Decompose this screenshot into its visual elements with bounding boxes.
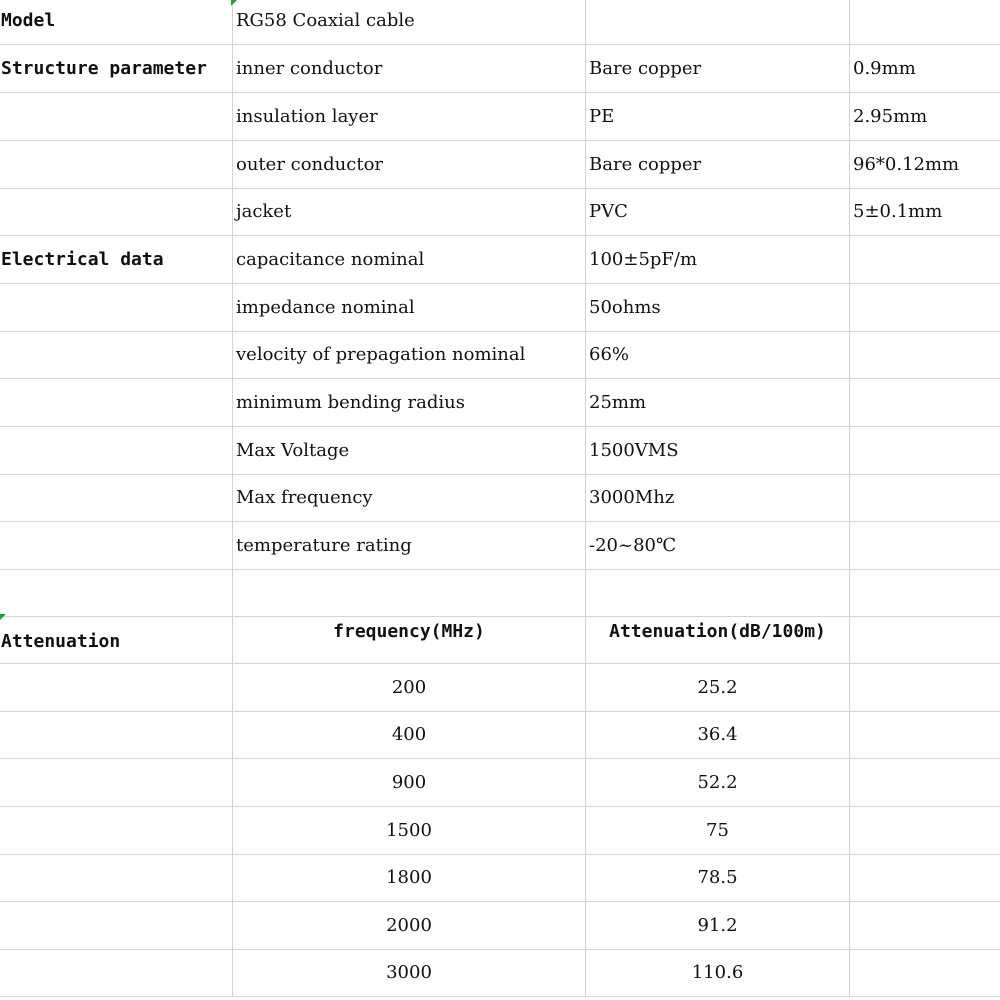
cell-param-value[interactable]	[586, 236, 850, 284]
model-value: RG58 Coaxial cable	[236, 10, 415, 31]
cell-param-name[interactable]	[233, 141, 586, 189]
cell-frequency[interactable]	[233, 854, 586, 902]
cell-empty[interactable]	[233, 569, 586, 617]
frequency-value: 3000	[386, 962, 432, 983]
param-name: insulation layer	[236, 106, 378, 127]
cell-param-value[interactable]	[586, 379, 850, 427]
table-row-model	[0, 0, 1000, 45]
cell-empty[interactable]	[850, 949, 1000, 997]
cell-empty[interactable]	[586, 569, 850, 617]
attenuation-value: 78.5	[697, 867, 738, 888]
attenuation-header-label: Attenuation(dB/100m)	[609, 621, 826, 642]
cell-param-value[interactable]	[586, 284, 850, 332]
cell-frequency[interactable]	[233, 902, 586, 950]
cell-empty[interactable]	[850, 331, 1000, 379]
cell-empty[interactable]	[850, 664, 1000, 712]
cell-empty[interactable]	[850, 379, 1000, 427]
cell-frequency[interactable]	[233, 759, 586, 807]
cell-empty[interactable]	[0, 949, 233, 997]
cell-empty[interactable]	[0, 474, 233, 522]
param-name: outer conductor	[236, 154, 384, 175]
cell-empty[interactable]	[0, 854, 233, 902]
cell-param-name[interactable]	[233, 331, 586, 379]
frequency-value: 200	[391, 677, 427, 698]
cell-empty[interactable]	[850, 854, 1000, 902]
table-row-attenuation	[0, 664, 1000, 712]
cell-attenuation[interactable]	[586, 949, 850, 997]
cell-empty[interactable]	[0, 711, 233, 759]
param-material: PE	[589, 106, 615, 127]
electrical-section-label: Electrical data	[1, 249, 164, 270]
param-name: Max frequency	[236, 487, 373, 508]
cell-empty[interactable]	[0, 759, 233, 807]
param-size: 5±0.1mm	[853, 201, 943, 222]
frequency-value: 900	[391, 772, 427, 793]
cell-empty[interactable]	[850, 569, 1000, 617]
cell-empty[interactable]	[0, 807, 233, 855]
param-size: 96*0.12mm	[853, 154, 960, 175]
param-value: 50ohms	[589, 297, 661, 318]
cell-empty[interactable]	[0, 427, 233, 475]
cell-param-value[interactable]	[586, 522, 850, 570]
param-name: temperature rating	[236, 535, 412, 556]
cell-frequency[interactable]	[233, 664, 586, 712]
table-row-attenuation	[0, 711, 1000, 759]
cell-param-name[interactable]	[233, 45, 586, 93]
param-name: capacitance nominal	[236, 249, 425, 270]
cell-param-material[interactable]	[586, 188, 850, 236]
param-name: impedance nominal	[236, 297, 415, 318]
cell-empty[interactable]	[850, 522, 1000, 570]
cell-model-value[interactable]	[233, 0, 586, 45]
attenuation-value: 36.4	[697, 724, 738, 745]
table-row-electrical-6	[0, 474, 1000, 522]
cell-frequency[interactable]	[233, 711, 586, 759]
cell-empty[interactable]	[0, 902, 233, 950]
attenuation-value: 25.2	[697, 677, 738, 698]
param-value: 3000Mhz	[589, 487, 675, 508]
model-label: Model	[1, 10, 56, 31]
frequency-value: 1500	[386, 820, 432, 841]
table-row-structure-2	[0, 93, 1000, 141]
cell-param-material[interactable]	[586, 93, 850, 141]
table-row-electrical-4	[0, 379, 1000, 427]
table-row-attenuation	[0, 949, 1000, 997]
structure-section-label: Structure parameter	[1, 58, 207, 79]
cell-frequency[interactable]	[233, 807, 586, 855]
cell-empty[interactable]	[0, 93, 233, 141]
cell-empty[interactable]	[0, 569, 233, 617]
param-name: jacket	[236, 201, 292, 222]
cell-attenuation[interactable]	[586, 664, 850, 712]
comment-marker-icon[interactable]	[231, 0, 237, 6]
column-header-attenuation[interactable]	[586, 616, 850, 664]
cell-empty[interactable]	[0, 522, 233, 570]
cell-empty[interactable]	[0, 141, 233, 189]
cell-section-label[interactable]	[0, 616, 233, 664]
cell-empty[interactable]	[0, 379, 233, 427]
param-value: -20~80℃	[589, 535, 677, 556]
param-size: 2.95mm	[853, 106, 928, 127]
cell-empty[interactable]	[0, 188, 233, 236]
param-material: PVC	[589, 201, 628, 222]
cell-frequency[interactable]	[233, 949, 586, 997]
table-row-electrical-5	[0, 427, 1000, 475]
cell-param-name[interactable]	[233, 188, 586, 236]
cell-param-size[interactable]	[850, 93, 1000, 141]
cell-attenuation[interactable]	[586, 759, 850, 807]
param-name: minimum bending radius	[236, 392, 465, 413]
cell-attenuation[interactable]	[586, 711, 850, 759]
cell-param-name[interactable]	[233, 379, 586, 427]
cell-attenuation[interactable]	[586, 807, 850, 855]
attenuation-section-label: Attenuation	[1, 631, 121, 652]
cell-param-name[interactable]	[233, 284, 586, 332]
attenuation-value: 91.2	[697, 915, 738, 936]
cell-empty[interactable]	[850, 759, 1000, 807]
cell-empty[interactable]	[586, 0, 850, 45]
attenuation-value: 52.2	[697, 772, 738, 793]
table-row-attenuation-header	[0, 616, 1000, 664]
cell-param-name[interactable]	[233, 236, 586, 284]
table-row-electrical-1	[0, 236, 1000, 284]
cell-empty[interactable]	[850, 474, 1000, 522]
cell-empty[interactable]	[850, 807, 1000, 855]
cell-param-size[interactable]	[850, 141, 1000, 189]
frequency-value: 400	[391, 724, 427, 745]
cell-empty[interactable]	[850, 236, 1000, 284]
frequency-value: 1800	[386, 867, 432, 888]
cell-empty[interactable]	[850, 284, 1000, 332]
cell-model-label[interactable]	[0, 0, 233, 45]
cell-param-size[interactable]	[850, 45, 1000, 93]
cell-param-size[interactable]	[850, 188, 1000, 236]
param-material: Bare copper	[589, 154, 702, 175]
table-row-structure-1	[0, 45, 1000, 93]
param-value: 66%	[589, 344, 630, 365]
cell-empty[interactable]	[850, 616, 1000, 664]
cell-param-name[interactable]	[233, 522, 586, 570]
table-row-electrical-7	[0, 522, 1000, 570]
cell-empty[interactable]	[0, 664, 233, 712]
attenuation-value: 75	[706, 820, 729, 841]
attenuation-value: 110.6	[691, 962, 744, 983]
cell-param-material[interactable]	[586, 141, 850, 189]
table-row-structure-4	[0, 188, 1000, 236]
cell-empty[interactable]	[850, 711, 1000, 759]
param-name: inner conductor	[236, 58, 383, 79]
param-value: 100±5pF/m	[589, 249, 698, 270]
cell-empty[interactable]	[0, 331, 233, 379]
cell-param-value[interactable]	[586, 331, 850, 379]
cell-empty[interactable]	[850, 902, 1000, 950]
cell-param-name[interactable]	[233, 93, 586, 141]
table-row-attenuation	[0, 759, 1000, 807]
table-row-attenuation	[0, 854, 1000, 902]
table-row-electrical-3	[0, 331, 1000, 379]
frequency-header-label: frequency(MHz)	[333, 621, 485, 642]
param-name: velocity of prepagation nominal	[236, 344, 526, 365]
table-row-empty	[0, 569, 1000, 617]
cell-param-name[interactable]	[233, 474, 586, 522]
cell-param-value[interactable]	[586, 474, 850, 522]
param-value: 25mm	[589, 392, 647, 413]
param-material: Bare copper	[589, 58, 702, 79]
param-value: 1500VMS	[589, 440, 679, 461]
column-header-frequency[interactable]	[233, 616, 586, 664]
cell-param-material[interactable]	[586, 45, 850, 93]
table-row-attenuation	[0, 807, 1000, 855]
cell-section-label[interactable]	[0, 45, 233, 93]
frequency-value: 2000	[386, 915, 432, 936]
comment-marker-icon[interactable]	[0, 614, 6, 620]
cell-empty[interactable]	[850, 427, 1000, 475]
table-row-structure-3	[0, 141, 1000, 189]
cell-attenuation[interactable]	[586, 854, 850, 902]
table-row-attenuation	[0, 902, 1000, 950]
table-row-electrical-2	[0, 284, 1000, 332]
param-size: 0.9mm	[853, 58, 916, 79]
cell-attenuation[interactable]	[586, 902, 850, 950]
cell-param-value[interactable]	[586, 427, 850, 475]
cell-param-name[interactable]	[233, 427, 586, 475]
cell-empty[interactable]	[0, 284, 233, 332]
cell-section-label[interactable]	[0, 236, 233, 284]
param-name: Max Voltage	[236, 440, 350, 461]
cell-empty[interactable]	[850, 0, 1000, 45]
